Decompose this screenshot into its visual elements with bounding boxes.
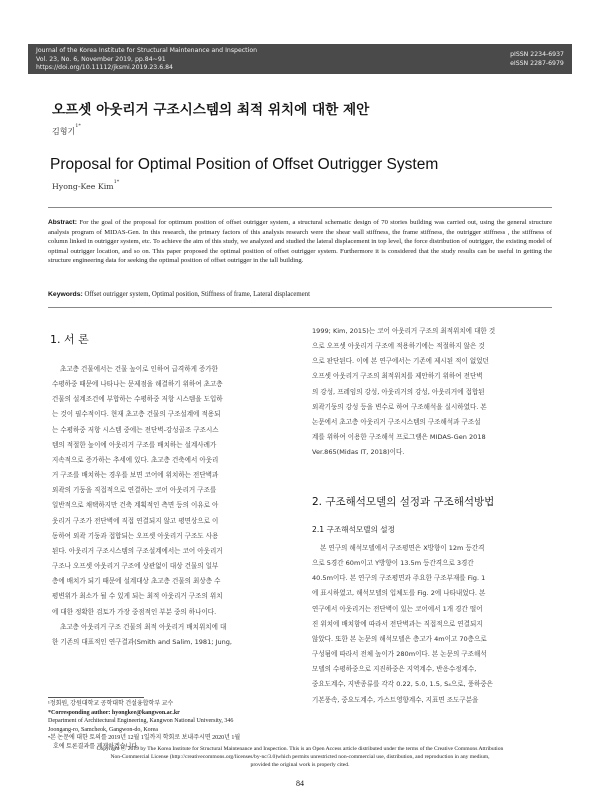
body-line: 템의 적절한 높이에 아웃리거 구조를 배치하는 설계사례가 (52, 440, 217, 449)
abstract-label: Abstract: (48, 219, 77, 226)
section-1-body (52, 362, 296, 650)
page-number: 84 (296, 779, 304, 788)
footnote-line: Department of Architectural Engineering, Kangwon National University, 346 (48, 718, 234, 724)
eissn: eISSN 2287-6979 (510, 59, 564, 67)
footnotes (48, 700, 296, 751)
author-english (52, 179, 120, 191)
body-line: 층에 배치가 되기 때문에 설계대상 초고층 건물의 최상층 수 (52, 577, 221, 586)
journal-name: Journal of the Korea Institute for Structural Maintenance and Inspection (36, 47, 258, 54)
section-2-heading: 2. 구조해석모델의 설정과 구조해석방법 (312, 496, 495, 508)
body-line: 수평하중 때문에 나타나는 문제점을 해결하기 위하여 초고층 (52, 380, 223, 389)
footnote-line: Joongang-ro, Samcheok, Gangwon-do, Korea (48, 726, 158, 733)
journal-banner (28, 44, 572, 74)
body-line: 계를 위하여 이용한 구조해석 프로그램은 MIDAS-Gen 2018 (312, 433, 486, 442)
section-1-heading: 1. 서 론 (50, 333, 89, 346)
body-line: 으로 5경간 60m이고 Y방향이 13.5m 등간격으로 3경간 (312, 559, 474, 568)
journal-info (36, 47, 257, 73)
body-line: Ver.865(Midas IT, 2018)이다. (312, 448, 405, 457)
rule-top (48, 207, 552, 208)
issn-info (510, 51, 564, 68)
section-2-body (312, 541, 556, 708)
body-line: 기본풍속, 중요도계수, 가스트영향계수, 지표면 조도구분을 (312, 695, 479, 704)
author-english-name: Hyong-Kee Kim (52, 182, 114, 191)
body-line: 에 대한 정확한 검토가 가장 중점적인 부분 중의 하나이다. (52, 607, 217, 616)
body-line: 웃리거 구조가 전단벽에 직접 연결되지 않고 평면상으로 이 (52, 516, 219, 525)
body-line: 외곽기둥의 강성 등을 변수로 하여 구조해석을 실시하였다. 본 (312, 402, 487, 411)
section-2-1-heading: 2.1 구조해석모델의 설정 (312, 525, 395, 534)
footnote-line: 호에 토론결과를 게재하겠습니다. (53, 743, 139, 750)
body-line: 지속적으로 증가하는 추세에 있다. 초고층 건축에서 아웃리 (52, 455, 219, 464)
body-line: 초고층 건물에서는 건물 높이로 인하여 급격하게 증가한 (60, 365, 218, 373)
footnote-line: ¹정회원, 강원대학교 공학대학 건설융합학부 교수 (48, 701, 174, 707)
title-korean: 오프셋 아웃리거 구조시스템의 최적 위치에 대한 제안 (52, 102, 370, 118)
footnote-line: •본 논문에 대한 토의를 2019년 12월 1일까지 학회로 보내주시면 2020년 1월 (48, 735, 241, 741)
body-line: 으로 오프셋 아웃리거 구조에 적용하기에는 적절하지 않은 것 (312, 342, 485, 351)
keywords-text: Offset outrigger system, Optimal position, Stiffness of frame, Lateral displacement (84, 291, 310, 298)
body-line: 건물의 설계조건에 부합하는 수평하중 저항 시스템을 도입하 (52, 395, 223, 404)
title-english: Proposal for Optimal Position of Offset Outrigger System (50, 156, 439, 173)
rule-bottom (48, 307, 552, 308)
copyright-notice (48, 745, 552, 770)
body-line: 는 것이 필수적이다. 현재 초고층 건물의 구조설계에 적용되 (52, 410, 221, 419)
pissn: pISSN 2234-6937 (510, 51, 564, 58)
abstract-text: For the goal of the proposal for optimum position of offset outrigger system, a structural schematic design of 70 stories building was carried out, using the general structure analysis program of MIDAS-Gen. In this research, the primary factors of this analysis research were the shear wall stiffness, the frame stiffness, the outrigger stiffness , the stiffness of column linked in outrigger system, etc. To achieve the aim of this study, we analyzed and studied the lateral displacement in top level, the force distribution of outrigger, the existing model of optimal outrigger location, and so on. This paper proposed the optimal position of offset outrigger system. Furthermore it is considered that the study results can be useful in getting the structure engineering data for seeking the optimal position of offset outrigger in the tall building. (48, 219, 552, 265)
body-line: 오프셋 아웃리거 구조의 최적위치를 제안하기 위하여 전단벽 (312, 372, 483, 381)
journal-issue: Vol. 23, No. 6, November 2019, pp.84~91 (36, 55, 166, 63)
author-english-mark: 1* (113, 179, 120, 185)
abstract (48, 218, 552, 266)
body-line: 구조나 오프셋 아웃리거 구조에 상관없이 대상 건물의 일부 (52, 562, 219, 571)
body-line: 의 강성, 프레임의 강성, 아웃리거의 강성, 아웃리거에 접합된 (312, 387, 485, 396)
body-line: 논문에서 초고층 아웃리거 구조시스템의 구조해석과 구조설 (312, 417, 481, 426)
body-line: 중요도계수, 지반종류를 각각 0.22, 5.0, 1.5, S₄으로, 풍하중은 (312, 680, 493, 689)
copyright-line: Non-Commercial License (http://creativecommons.org/licenses/by-nc/3.0)which permits unrestricted non-commercial use, distribution, and reproduction in any medium, (110, 754, 490, 761)
author-korean-name: 김형기 (52, 127, 76, 136)
footnote-line: *Corresponding author: hyongkee@kangwon.ac.kr (48, 709, 180, 716)
footnote-rule (48, 697, 144, 698)
body-line: 진 위치에 배치함에 따라서 전단벽과는 직접적으로 연결되지 (312, 619, 483, 628)
body-line: 동하여 외곽 기둥과 접합되는 오프셋 아웃리거 구조도 사용 (52, 531, 219, 540)
body-line: 본 연구의 해석모델에서 구조평면은 X방향이 12m 등간격 (320, 544, 485, 552)
body-line: 된다. 아웃리거 구조시스템의 구조설계에서는 코어 아웃리거 (52, 546, 223, 555)
body-line: 한 기존의 대표적인 연구결과(Smith and Salim, 1981; Jung, (52, 637, 232, 646)
body-line: 으로 판단된다. 이에 본 연구에서는 기존에 제시된 적이 없었던 (312, 357, 489, 366)
author-korean-mark: 1* (75, 123, 81, 129)
body-line: 에 표시하였고, 해석모델의 입체도를 Fig. 2에 나타내었다. 본 (312, 589, 486, 598)
body-line: 모델의 수평하중으로 지진하중은 지역계수, 반응수정계수, (312, 665, 477, 674)
journal-doi[interactable]: https://doi.org/10.11112/jksmi.2019.23.6.84 (36, 64, 173, 72)
copyright-line: provided the original work is properly cited. (250, 762, 350, 769)
keywords-label: Keywords: (48, 291, 83, 298)
body-line: 40.5m이다. 본 연구의 구조평면과 주요한 구조부재를 Fig. 1 (312, 574, 486, 583)
body-line: 않았다. 또한 본 논문의 해석모델은 층고가 4m이고 70층으로 (312, 634, 487, 643)
author-korean (52, 123, 81, 137)
body-line: 는 수평하중 저항 시스템 중에는 전단벽-강성골조 구조시스 (52, 425, 219, 434)
body-line: 구성됨에 따라서 전체 높이가 280m이다. 본 논문의 구조해석 (312, 650, 487, 659)
body-line: 일반적으로 채택하지만 건축 계획적인 측면 등의 이유로 아 (52, 501, 219, 510)
keywords (48, 291, 552, 298)
body-line: 연구에서 아웃리거는 전단벽이 있는 코어에서 1개 경간 떨어 (312, 604, 483, 613)
body-line: 외곽의 기둥을 직접적으로 연결하는 코어 아웃리거 구조를 (52, 486, 217, 495)
body-line: 평변위가 최소가 될 수 있게 되는 최적 아웃리거 구조의 위치 (52, 592, 223, 601)
copyright-line: Copyright ⓒ 2019 by The Korea Institute for Structural Maintenance and Inspection. This is an Open Access article distributed under the terms of the Creative Commons Attribution (96, 746, 504, 752)
body-line: 거 구조를 배치하는 경우를 보면 코어에 위치하는 전단벽과 (52, 471, 219, 480)
body-line: 1999; Kim, 2015)는 코어 아웃리거 구조의 최적위치에 대한 것 (312, 327, 496, 335)
column-2-intro (312, 324, 556, 460)
body-line: 초고층 아웃리거 구조 건물의 최적 아웃리거 배치위치에 대 (60, 622, 227, 631)
